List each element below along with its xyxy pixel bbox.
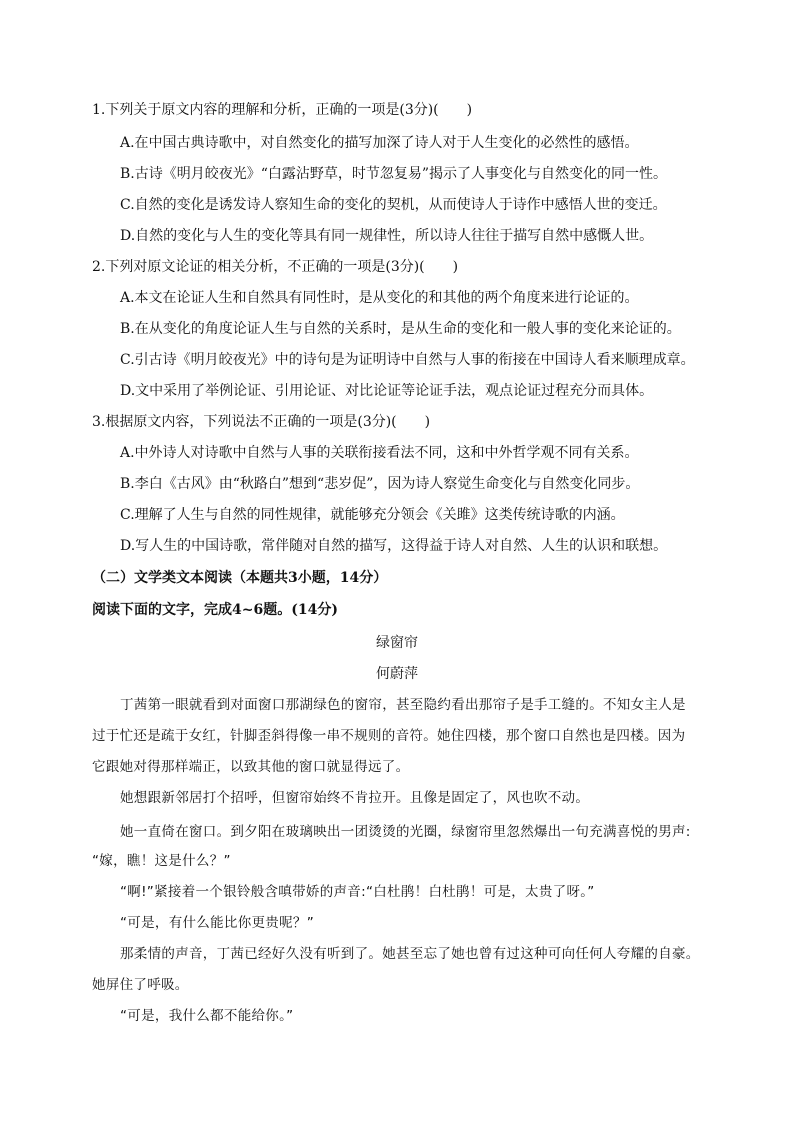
story-title: 绿窗帘 [376,635,418,651]
story-line-8: “可是，有什么能比你更贵呢？” [120,915,314,931]
story-line-4: 她想跟新邻居打个招呼，但窗帘始终不肯拉开。且像是固定了，风也吹不动。 [120,790,590,806]
story-line-5: 她一直倚在窗口。到夕阳在玻璃映出一团烫烫的光圈，绿窗帘里忽然爆出一句充满喜悦的男声: [120,824,691,840]
question-3-option-d: D.写人生的中国诗歌，常伴随对自然的描写，这得益于诗人对自然、人生的认识和联想。 [120,538,668,554]
question-2-option-d: D.文中采用了举例论证、引用论证、对比论证等论证手法，观点论证过程充分而具体。 [120,383,654,399]
story-line-11: “可是，我什么都不能给你。” [120,1008,294,1024]
question-3-option-b: B.李白《古风》由“秋路白”想到“悲岁促”，因为诗人察觉生命变化与自然变化同步。 [120,476,640,492]
question-1-option-c: C.自然的变化是诱发诗人察知生命的变化的契机，从而使诗人于诗作中感悟人世的变迁。 [120,197,667,213]
question-1-option-a: A.在中国古典诗歌中，对自然变化的描写加深了诗人对于人生变化的必然性的感悟。 [120,135,639,151]
story-line-7: “啊!”紧接着一个银铃般含嗔带娇的声音:“白杜鹃！白杜鹃！可是，太贵了呀。” [120,884,595,900]
story-line-3: 它跟她对得那样端正，以致其他的窗口就显得远了。 [92,759,410,775]
section-instruction: 阅读下面的文字，完成4~6题。(14分) [92,602,338,618]
question-2-option-c: C.引古诗《明月皎夜光》中的诗句是为证明诗中自然与人事的衔接在中国诗人看来顺理成章。 [120,352,695,368]
story-line-9: 那柔情的声音，丁茜已经好久没有听到了。她甚至忘了她也曾有过这种可向任何人夸耀的自豪。 [120,946,700,962]
question-3-option-a: A.中外诗人对诗歌中自然与人事的关联衔接看法不同，这和中外哲学观不同有关系。 [120,445,639,461]
question-3-option-c: C.理解了人生与自然的同性规律，就能够充分领会《关雎》这类传统诗歌的内涵。 [120,507,625,523]
story-line-10: 她屏住了呼吸。 [92,977,189,993]
question-1-option-d: D.自然的变化与人生的变化等具有同一规律性，所以诗人往往于描写自然中感慨人世。 [120,228,654,244]
question-3-stem: 3.根据原文内容，下列说法不正确的一项是(3分)( ) [92,414,431,430]
question-2-option-a: A.本文在论证人生和自然具有同性时，是从变化的和其他的两个角度来进行论证的。 [120,290,639,306]
story-line-1: 丁茜第一眼就看到对面窗口那湖绿色的窗帘，甚至隐约看出那帘子是手工缝的。不知女主人是 [120,697,686,713]
question-2-stem: 2.下列对原文论证的相关分析，不正确的一项是(3分)( ) [92,259,459,275]
section-heading: （二）文学类文本阅读（本题共3小题，14分） [92,570,388,586]
story-line-2: 过于忙还是疏于女红，针脚歪斜得像一串不规则的音符。她住四楼，那个窗口自然也是四楼。因为 [92,728,686,744]
question-1-option-b: B.古诗《明月皎夜光》“白露沾野草，时节忽复易”揭示了人事变化与自然变化的同一性。 [120,166,668,182]
question-1-stem: 1.下列关于原文内容的理解和分析，正确的一项是(3分)( ) [92,102,473,118]
story-line-6: “嫁，瞧！这是什么？” [92,853,231,869]
story-author: 何蔚萍 [376,666,418,682]
question-2-option-b: B.在从变化的角度论证人生与自然的关系时，是从生命的变化和一般人事的变化来论证的。 [120,321,681,337]
